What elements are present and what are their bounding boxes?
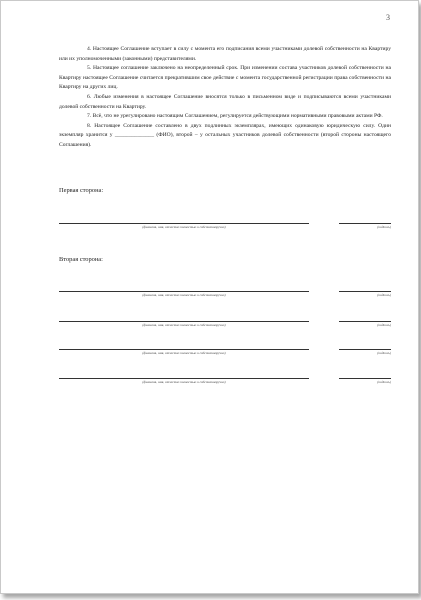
signature-line — [339, 321, 391, 322]
second-party-signature-row-4 — [59, 378, 391, 392]
name-line — [59, 378, 309, 379]
second-party-title: Вторая сторона: — [59, 256, 103, 263]
signature-caption: (подпись) — [377, 225, 391, 229]
first-party-title: Первая сторона: — [59, 187, 104, 194]
signature-caption: (подпись) — [377, 293, 391, 297]
name-caption: (фамилия, имя, отчество полностью и собственноручно) — [142, 323, 226, 327]
clause-7: 7. Всё, что не урегулировано настоящим Соглашением, регулируется действующими нормативными правовыми актами РФ. — [87, 113, 383, 120]
name-caption: (фамилия, имя, отчество полностью и собственноручно) — [142, 351, 226, 355]
signature-line — [339, 291, 391, 292]
clause-5: 5. Настоящее соглашение заключено на неопределенный срок. При изменении состава участников долевой собственности на Квартиру настоящее Соглашение считается прекратившим свое действие с момента государственной регистрации права собственности на Квартиру на других лиц. — [59, 65, 391, 91]
clause-6: 6. Любые изменения в настоящее Соглашение вносятся только в письменном виде и подписываются всеми участниками долевой собственности на Квартиру. — [59, 93, 391, 110]
name-line — [59, 223, 309, 224]
first-party-signature-row — [59, 223, 391, 237]
name-line — [59, 321, 309, 322]
second-party-signature-row-1 — [59, 291, 391, 305]
second-party-signature-row-2 — [59, 321, 391, 335]
name-line — [59, 291, 309, 292]
signature-caption: (подпись) — [377, 380, 391, 384]
signature-caption: (подпись) — [377, 351, 391, 355]
clause-4: 4. Настоящее Соглашение вступает в силу с момента его подписания всеми участниками долевой собственности на Квартиру или их уполномоченными (законными) представителями. — [59, 46, 391, 62]
name-caption: (фамилия, имя, отчество полностью и собственноручно) — [142, 380, 226, 384]
signature-line — [339, 349, 391, 350]
signature-caption: (подпись) — [377, 323, 391, 327]
name-caption: (фамилия, имя, отчество полностью и собственноручно) — [142, 225, 226, 229]
name-caption: (фамилия, имя, отчество полностью и собственноручно) — [142, 293, 226, 297]
page-number: 3 — [386, 13, 390, 22]
clause-8: 8. Настоящее Соглашение составлено в двух подлинных экземплярах, имеющих одинаковую юридическую силу. Один экземпляр хранится у ______________ (ФИО), второй – у остальных участников долевой собственности (второй стороны настоящего Соглашения). — [59, 122, 391, 148]
signature-line — [339, 378, 391, 379]
second-party-signature-row-3 — [59, 349, 391, 363]
signature-line — [339, 223, 391, 224]
name-line — [59, 349, 309, 350]
agreement-clauses — [59, 45, 391, 151]
